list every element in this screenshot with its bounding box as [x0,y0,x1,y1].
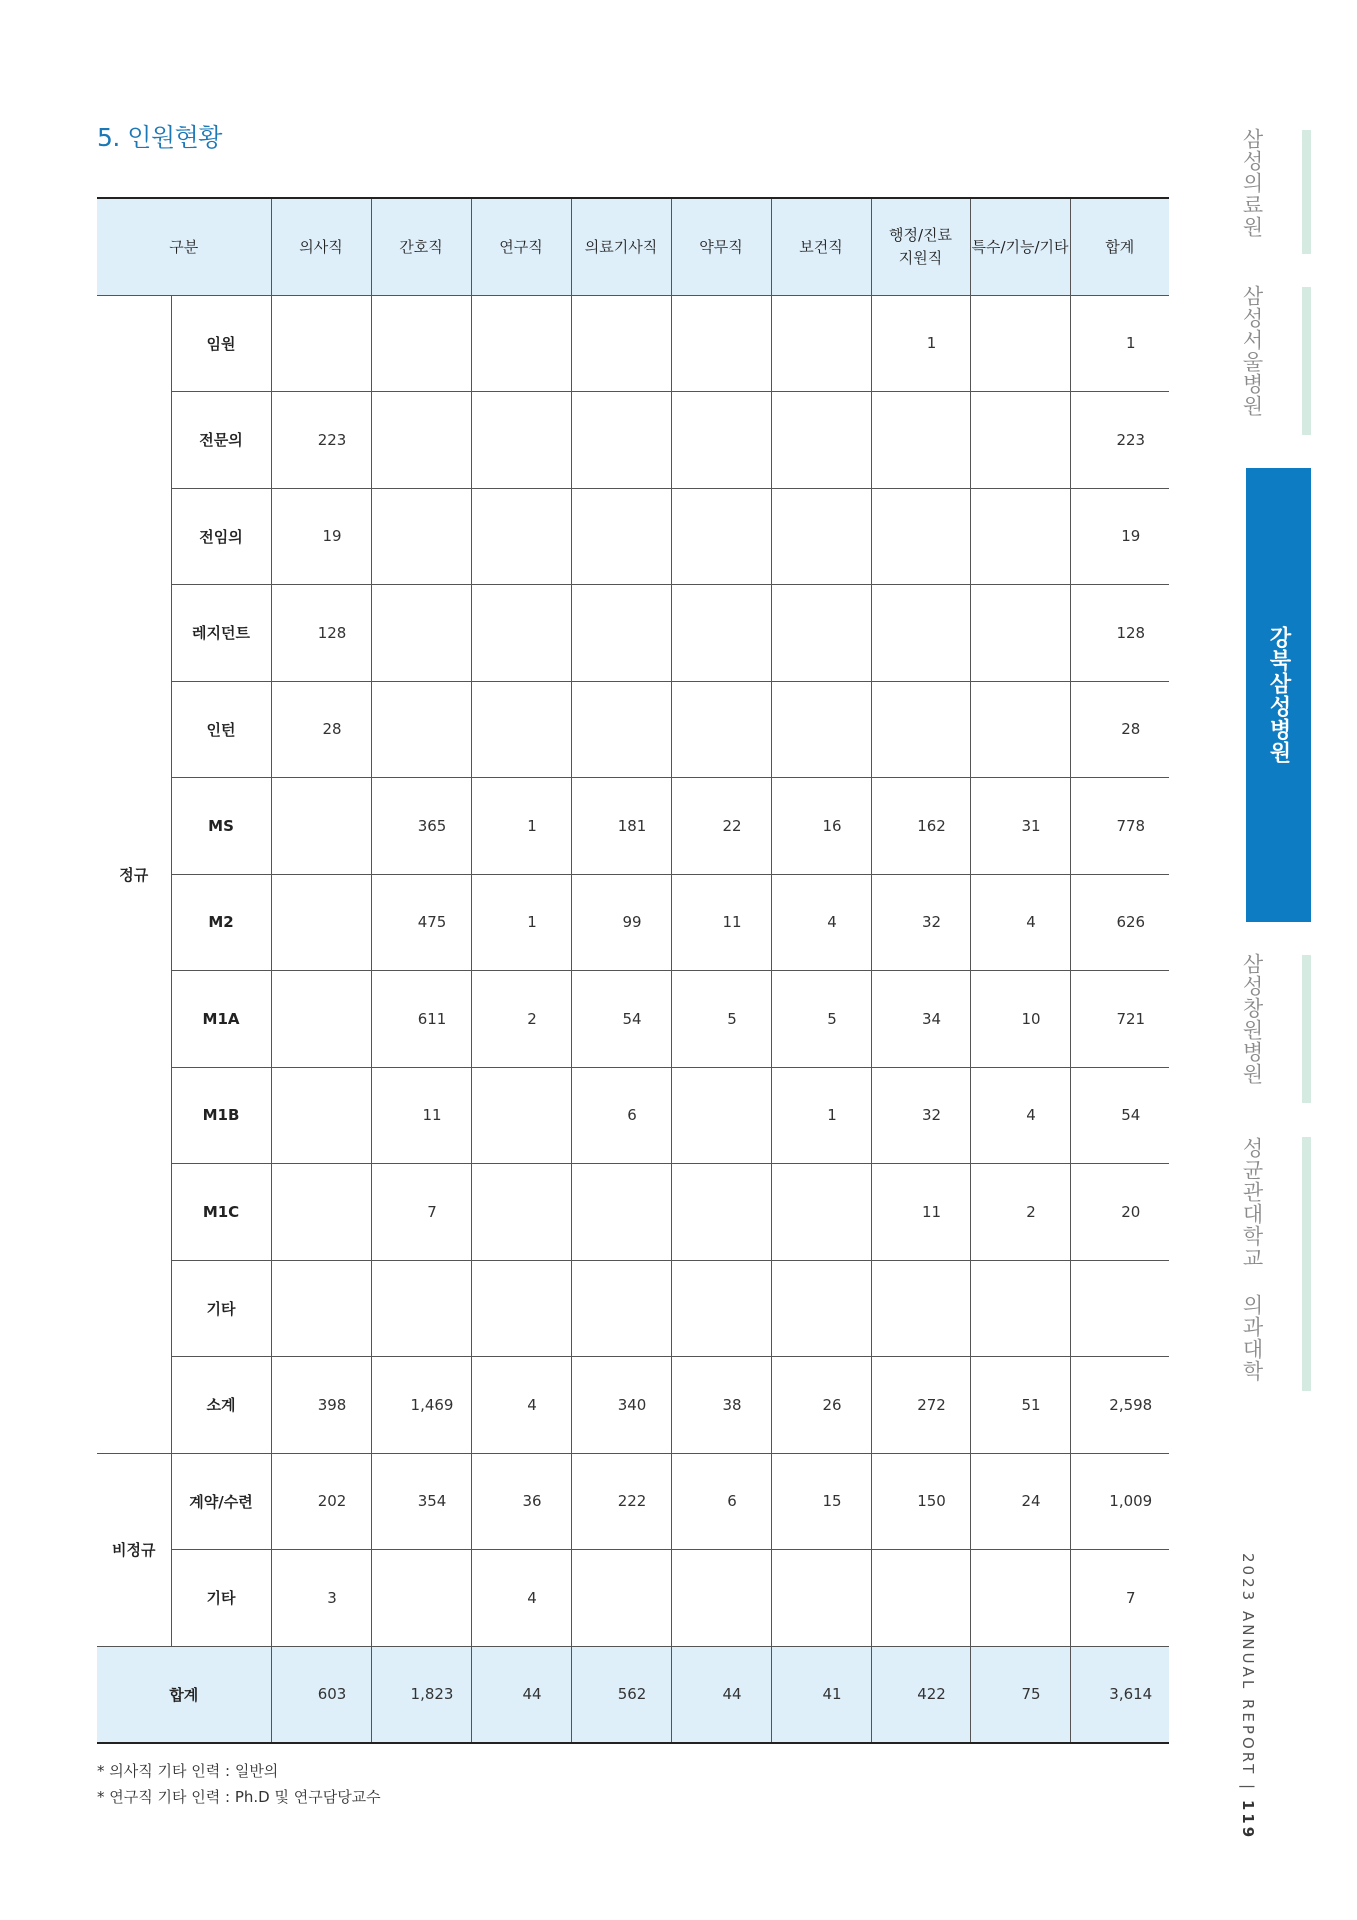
table-cell: 202 [271,1453,371,1550]
table-cell: 15 [771,1453,871,1550]
table-cell [471,295,571,392]
table-cell: 7 [1070,1550,1169,1647]
table-cell [771,1164,871,1261]
table-row [97,874,1169,971]
table-cell: 2,598 [1070,1357,1169,1454]
row-label: M1A [171,971,271,1068]
table-cell [571,1550,671,1647]
table-cell: 1 [471,874,571,971]
table-cell [671,295,771,392]
table-cell [771,488,871,585]
table-cell: 11 [671,874,771,971]
table-cell: 32 [871,874,970,971]
table-cell: 721 [1070,971,1169,1068]
row-label: 전임의 [171,488,271,585]
table-cell: 4 [771,874,871,971]
table-cell [970,1260,1070,1357]
table-cell [471,488,571,585]
side-tab-kangbuk-label: 강북삼성병원 [1266,626,1291,764]
side-tab-samsung-medical[interactable]: 삼성의료원 [1240,128,1264,238]
table-cell: 272 [871,1357,970,1454]
table-cell [771,1260,871,1357]
table-cell: 2 [471,971,571,1068]
table-cell: 223 [1070,392,1169,489]
table-cell: 1 [471,778,571,875]
footnote-research: * 연구직 기타 인력 : Ph.D 및 연구담당교수 [97,1788,381,1806]
table-cell [771,681,871,778]
table-cell: 3 [271,1550,371,1647]
table-cell [970,392,1070,489]
table-cell [571,488,671,585]
group-label-regular: 정규 [97,295,171,1453]
total-cell: 44 [471,1646,571,1743]
table-row [97,1453,1169,1550]
side-tab-bar-4 [1302,955,1311,1103]
table-cell: 1,009 [1070,1453,1169,1550]
table-cell [871,488,970,585]
table-cell [671,1260,771,1357]
table-cell [371,488,471,585]
row-label: 기타 [171,1550,271,1647]
side-tab-samsung-seoul[interactable]: 삼성서울병원 [1240,285,1264,417]
total-cell: 603 [271,1646,371,1743]
table-cell: 162 [871,778,970,875]
table-cell: 611 [371,971,471,1068]
table-cell [471,585,571,682]
header-special: 특수/기능/기타 [970,198,1070,295]
total-cell: 75 [970,1646,1070,1743]
table-cell: 150 [871,1453,970,1550]
row-label: M2 [171,874,271,971]
table-cell: 2 [970,1164,1070,1261]
table-header-row [97,198,1169,295]
table-cell: 354 [371,1453,471,1550]
header-admin [871,198,970,295]
table-cell [571,681,671,778]
table-cell: 6 [571,1067,671,1164]
table-cell: 26 [771,1357,871,1454]
table-cell [371,295,471,392]
table-cell: 4 [471,1550,571,1647]
table-cell: 398 [271,1357,371,1454]
table-row [97,392,1169,489]
table-cell [970,585,1070,682]
table-cell [1070,1260,1169,1357]
total-cell: 1,823 [371,1646,471,1743]
table-cell [871,1260,970,1357]
total-row [97,1646,1169,1743]
side-tab-skku-medicine[interactable]: 성균관대학교 의과대학 [1240,1137,1264,1382]
table-row [97,971,1169,1068]
table-cell: 28 [271,681,371,778]
table-cell: 19 [271,488,371,585]
table-cell: 181 [571,778,671,875]
table-cell [671,585,771,682]
table-cell [271,1260,371,1357]
table-cell [671,488,771,585]
page-number: 119 [1239,1799,1257,1841]
table-cell: 11 [371,1067,471,1164]
table-cell [970,681,1070,778]
table-cell [271,971,371,1068]
header-nurse: 간호직 [371,198,471,295]
table-cell: 365 [371,778,471,875]
table-cell [771,585,871,682]
table-cell [271,874,371,971]
table-row [97,585,1169,682]
table-cell: 16 [771,778,871,875]
table-cell: 32 [871,1067,970,1164]
row-label: 기타 [171,1260,271,1357]
table-cell: 38 [671,1357,771,1454]
table-cell: 34 [871,971,970,1068]
total-cell: 562 [571,1646,671,1743]
table-cell [871,681,970,778]
row-label: MS [171,778,271,875]
table-cell [571,392,671,489]
table-cell: 1 [771,1067,871,1164]
footnote-doctor: * 의사직 기타 인력 : 일반의 [97,1762,279,1780]
table-cell [371,585,471,682]
table-cell: 10 [970,971,1070,1068]
table-cell [970,488,1070,585]
row-label: 인턴 [171,681,271,778]
table-cell: 778 [1070,778,1169,875]
footnotes [97,1758,381,1810]
table-cell [871,392,970,489]
table-cell [970,1550,1070,1647]
header-health: 보건직 [771,198,871,295]
table-cell: 28 [1070,681,1169,778]
table-cell: 222 [571,1453,671,1550]
table-cell: 24 [970,1453,1070,1550]
table-cell: 340 [571,1357,671,1454]
table-cell: 223 [271,392,371,489]
table-cell [471,1260,571,1357]
table-cell [771,392,871,489]
report-label [1239,1553,1257,1840]
table-cell [671,1164,771,1261]
table-cell: 4 [970,1067,1070,1164]
table-cell [471,681,571,778]
table-cell [771,295,871,392]
side-tab-samsung-changwon[interactable]: 삼성창원병원 [1240,953,1264,1085]
table-cell: 36 [471,1453,571,1550]
table-row [97,488,1169,585]
total-cell: 44 [671,1646,771,1743]
table-cell: 31 [970,778,1070,875]
table-cell [271,778,371,875]
table-row [97,1067,1169,1164]
table-cell: 1 [871,295,970,392]
table-cell [471,1164,571,1261]
header-medtech: 의료기사직 [571,198,671,295]
table-cell: 5 [671,971,771,1068]
table-cell: 22 [671,778,771,875]
table-cell [271,1164,371,1261]
table-cell [771,1550,871,1647]
table-row [97,778,1169,875]
table-cell: 1 [1070,295,1169,392]
table-cell: 20 [1070,1164,1169,1261]
table-row [97,295,1169,392]
header-category: 구분 [97,198,271,295]
header-admin-line2: 지원직 [898,248,943,267]
side-tab-bar-2 [1302,287,1311,435]
table-cell: 4 [471,1357,571,1454]
table-cell [970,295,1070,392]
table-cell: 99 [571,874,671,971]
table-cell [671,681,771,778]
table-cell: 19 [1070,488,1169,585]
table-cell [271,295,371,392]
table-cell: 626 [1070,874,1169,971]
table-cell [371,681,471,778]
total-cell: 3,614 [1070,1646,1169,1743]
header-admin-line1: 행정/진료 [889,226,953,245]
table-cell: 54 [1070,1067,1169,1164]
table-cell [571,1260,671,1357]
section-title: 5. 인원현황 [97,123,222,152]
table-cell [671,1550,771,1647]
row-label: M1C [171,1164,271,1261]
table-row [97,681,1169,778]
report-title: 2023 ANNUAL REPORT | [1239,1553,1257,1800]
table-cell: 475 [371,874,471,971]
row-label: 소계 [171,1357,271,1454]
side-tab-bar-1 [1302,130,1311,254]
header-total: 합계 [1070,198,1169,295]
table-cell: 5 [771,971,871,1068]
header-pharmacy: 약무직 [671,198,771,295]
table-cell [371,1260,471,1357]
table-row [97,1164,1169,1261]
table-cell [471,1067,571,1164]
row-label: 임원 [171,295,271,392]
total-cell: 422 [871,1646,970,1743]
table-cell: 51 [970,1357,1070,1454]
side-tab-kangbuk-active[interactable] [1246,468,1311,922]
table-cell [571,585,671,682]
total-label: 합계 [97,1646,271,1743]
table-cell: 11 [871,1164,970,1261]
table-cell [671,1067,771,1164]
total-cell: 41 [771,1646,871,1743]
group-label-nonregular: 비정규 [97,1453,171,1646]
table-cell: 7 [371,1164,471,1261]
table-cell [471,392,571,489]
table-cell: 54 [571,971,671,1068]
table-cell: 4 [970,874,1070,971]
table-cell [571,295,671,392]
table-cell: 6 [671,1453,771,1550]
table-cell [671,392,771,489]
table-row [97,1357,1169,1454]
side-tab-bar-5 [1302,1137,1311,1391]
table-cell: 128 [1070,585,1169,682]
table-cell [571,1164,671,1261]
header-doctor: 의사직 [271,198,371,295]
table-cell [871,1550,970,1647]
table-row [97,1260,1169,1357]
table-cell [371,392,471,489]
table-cell [871,585,970,682]
table-cell: 128 [271,585,371,682]
row-label: 레지던트 [171,585,271,682]
row-label: 계약/수련 [171,1453,271,1550]
table-row [97,1550,1169,1647]
table-cell [371,1550,471,1647]
row-label: 전문의 [171,392,271,489]
table-cell [271,1067,371,1164]
staff-table [97,197,1169,1744]
row-label: M1B [171,1067,271,1164]
table-cell: 1,469 [371,1357,471,1454]
header-research: 연구직 [471,198,571,295]
